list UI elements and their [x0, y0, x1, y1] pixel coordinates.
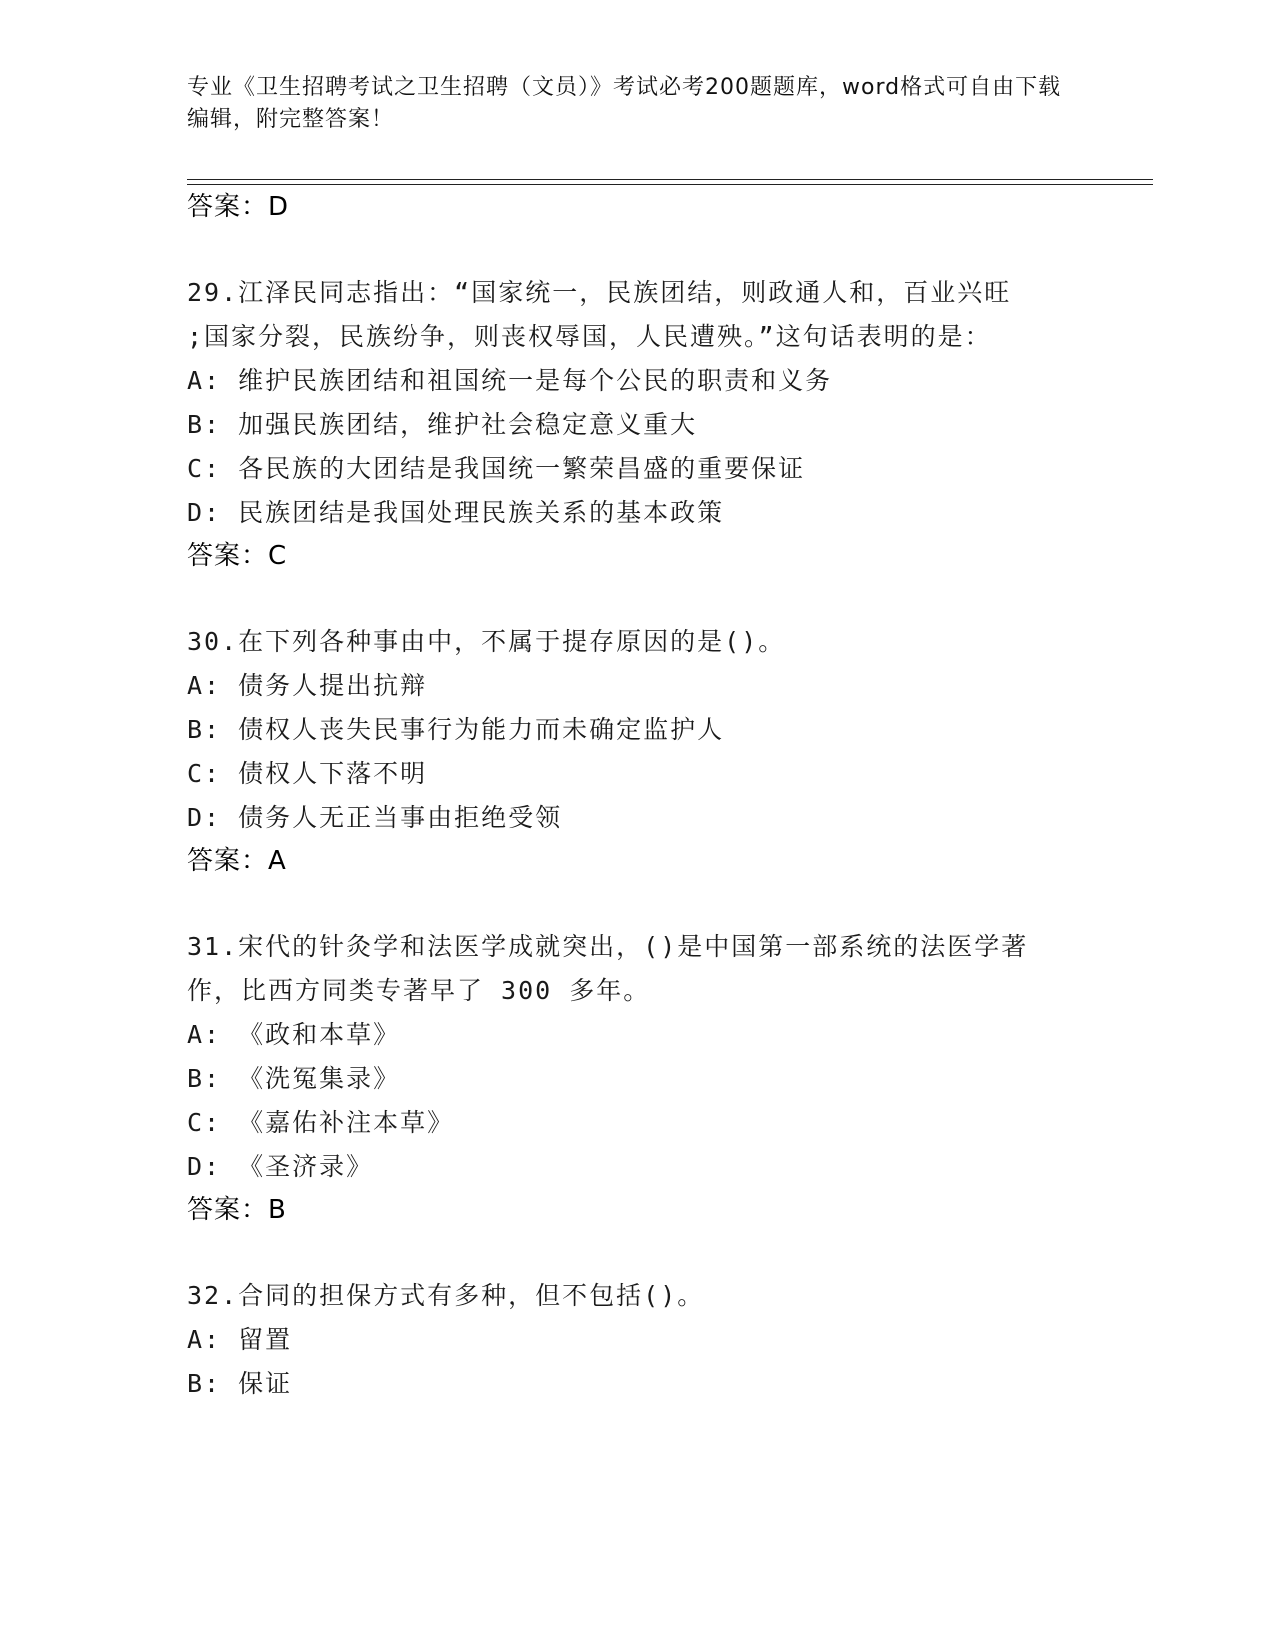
question-29-option-c: C: 各民族的大团结是我国统一繁荣昌盛的重要保证 — [187, 454, 806, 483]
question-30-stem-line-1: 30.在下列各种事由中，不属于提存原因的是()。 — [187, 627, 786, 656]
question-30-option-d: D: 债务人无正当事由拒绝受领 — [187, 803, 563, 832]
question-29-stem-line-1: 29.江泽民同志指出：“国家统一，民族团结，则政通人和，百业兴旺 — [187, 278, 1012, 307]
question-31-option-d: D: 《圣济录》 — [187, 1152, 374, 1181]
question-29-option-b: B: 加强民族团结，维护社会稳定意义重大 — [187, 410, 698, 439]
question-32-stem-line-1: 32.合同的担保方式有多种，但不包括()。 — [187, 1281, 705, 1310]
question-29-stem-line-2: ;国家分裂，民族纷争，则丧权辱国，人民遭殃。”这句话表明的是： — [187, 322, 992, 351]
question-31-option-c: C: 《嘉佑补注本草》 — [187, 1108, 455, 1137]
question-31-answer: 答案：B — [187, 1195, 287, 1225]
header-divider-bottom — [187, 184, 1153, 185]
question-30-option-a: A: 债务人提出抗辩 — [187, 671, 428, 700]
question-29-answer: 答案：C — [187, 541, 288, 571]
question-31-stem-line-2: 作，比西方同类专著早了 300 多年。 — [187, 976, 651, 1005]
prev-answer: 答案：D — [187, 192, 290, 222]
question-29-option-a: A: 维护民族团结和祖国统一是每个公民的职责和义务 — [187, 366, 833, 395]
question-31-option-a: A: 《政和本草》 — [187, 1020, 401, 1049]
question-29-option-d: D: 民族团结是我国处理民族关系的基本政策 — [187, 498, 725, 527]
question-30-option-b: B: 债权人丧失民事行为能力而未确定监护人 — [187, 715, 725, 744]
document-header: 专业《卫生招聘考试之卫生招聘（文员）》考试必考200题题库，word格式可自由下载编辑，附完整答案！ — [187, 75, 1062, 132]
header-divider-top — [187, 179, 1153, 180]
question-30-option-c: C: 债权人下落不明 — [187, 759, 428, 788]
question-32-option-a: A: 留置 — [187, 1325, 293, 1354]
question-31-option-b: B: 《洗冤集录》 — [187, 1064, 401, 1093]
question-32-option-b: B: 保证 — [187, 1369, 293, 1398]
question-30-answer: 答案：A — [187, 846, 287, 876]
question-31-stem-line-1: 31.宋代的针灸学和法医学成就突出，()是中国第一部系统的法医学著 — [187, 932, 1029, 961]
